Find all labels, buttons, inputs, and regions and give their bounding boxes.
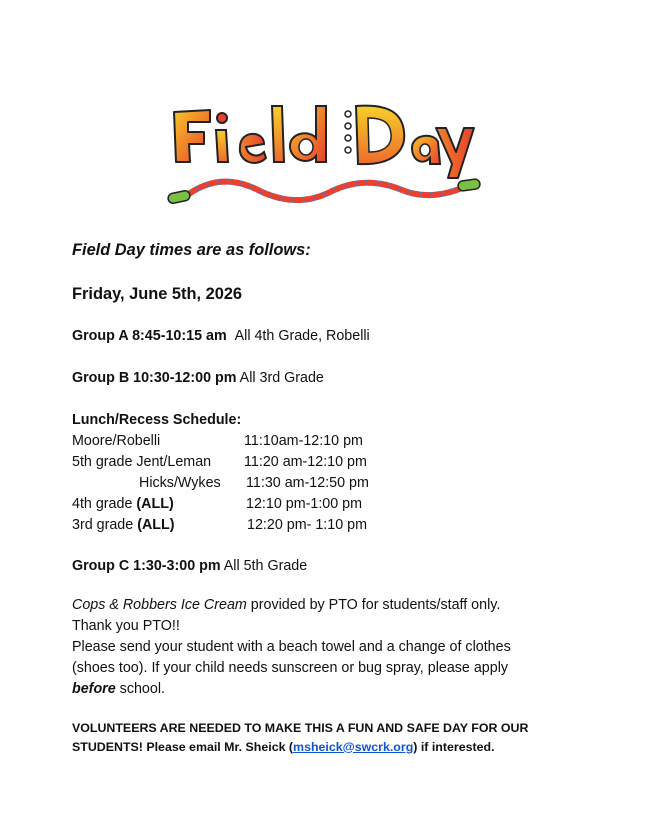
lunch-row-time: 11:30 am-12:50 pm <box>246 475 369 491</box>
event-date: Friday, June 5th, 2026 <box>72 285 243 303</box>
group-b-line <box>72 368 324 389</box>
lunch-row-time: 12:20 pm- 1:10 pm <box>247 517 368 533</box>
intro-heading: Field Day times are as follows: <box>72 241 311 259</box>
lunch-row-name: 5th grade Jent/Leman <box>72 454 212 470</box>
ice-cream-line <box>72 595 511 616</box>
lunch-row-time: 12:10 pm-1:00 pm <box>246 496 363 512</box>
email-link[interactable]: msheick@swcrk.org <box>293 739 414 754</box>
ice-cream-name: Cops & Robbers Ice Cream <box>72 597 247 613</box>
group-a-label: Group A 8:45-10:15 am <box>72 328 227 344</box>
volunteers-notice <box>72 719 528 756</box>
info-paragraph <box>72 595 511 700</box>
lunch-schedule <box>72 410 492 536</box>
group-c-line <box>72 556 307 577</box>
lunch-row-name: 3rd grade <box>72 517 138 533</box>
lunch-row-time: 11:10am-12:10 pm <box>244 433 363 449</box>
lunch-row-name: Moore/Robelli <box>72 433 161 449</box>
volunteers-line-2-post: ) if interested. <box>413 739 495 754</box>
reminder-line-1: Please send your student with a beach towel and a change of clothes <box>72 639 511 655</box>
volunteers-line-2-pre: STUDENTS! Please email Mr. Sheick ( <box>72 739 294 754</box>
lunch-heading: Lunch/Recess Schedule: <box>72 412 242 428</box>
ice-cream-rest: provided by PTO for students/staff only. <box>246 597 501 613</box>
reminder-rest: school. <box>115 681 165 697</box>
lunch-row <box>72 494 492 515</box>
volunteers-line-1: VOLUNTEERS ARE NEEDED TO MAKE THIS A FUN AND SAFE DAY FOR OUR <box>72 721 529 735</box>
lunch-row-all: (ALL) <box>136 496 174 512</box>
thanks-line: Thank you PTO!! <box>72 618 180 634</box>
reminder-emphasis: before <box>72 681 116 697</box>
group-b-desc: All 3rd Grade <box>239 370 324 386</box>
group-a-desc: All 4th Grade, Robelli <box>234 328 370 344</box>
lunch-row <box>72 452 492 473</box>
lunch-row <box>72 515 492 536</box>
lunch-row-name: Hicks/Wykes <box>139 475 221 491</box>
group-b-label: Group B 10:30-12:00 pm <box>72 370 237 386</box>
volunteers-line-2 <box>72 738 528 757</box>
field-day-banner-art <box>160 92 490 217</box>
reminder-line-2: (shoes too). If your child needs sunscreen or bug spray, please apply <box>72 660 509 676</box>
jump-rope-icon <box>167 179 480 205</box>
lunch-row-all: (ALL) <box>137 517 175 533</box>
lunch-row-name: 4th grade <box>72 496 137 512</box>
lunch-row <box>72 431 492 452</box>
group-c-desc: All 5th Grade <box>223 558 308 574</box>
group-a-line <box>72 326 370 347</box>
lunch-row-time: 11:20 am-12:10 pm <box>244 454 367 470</box>
lunch-row <box>72 473 492 494</box>
reminder-line-3 <box>72 679 511 700</box>
group-c-label: Group C 1:30-3:00 pm <box>72 558 221 574</box>
